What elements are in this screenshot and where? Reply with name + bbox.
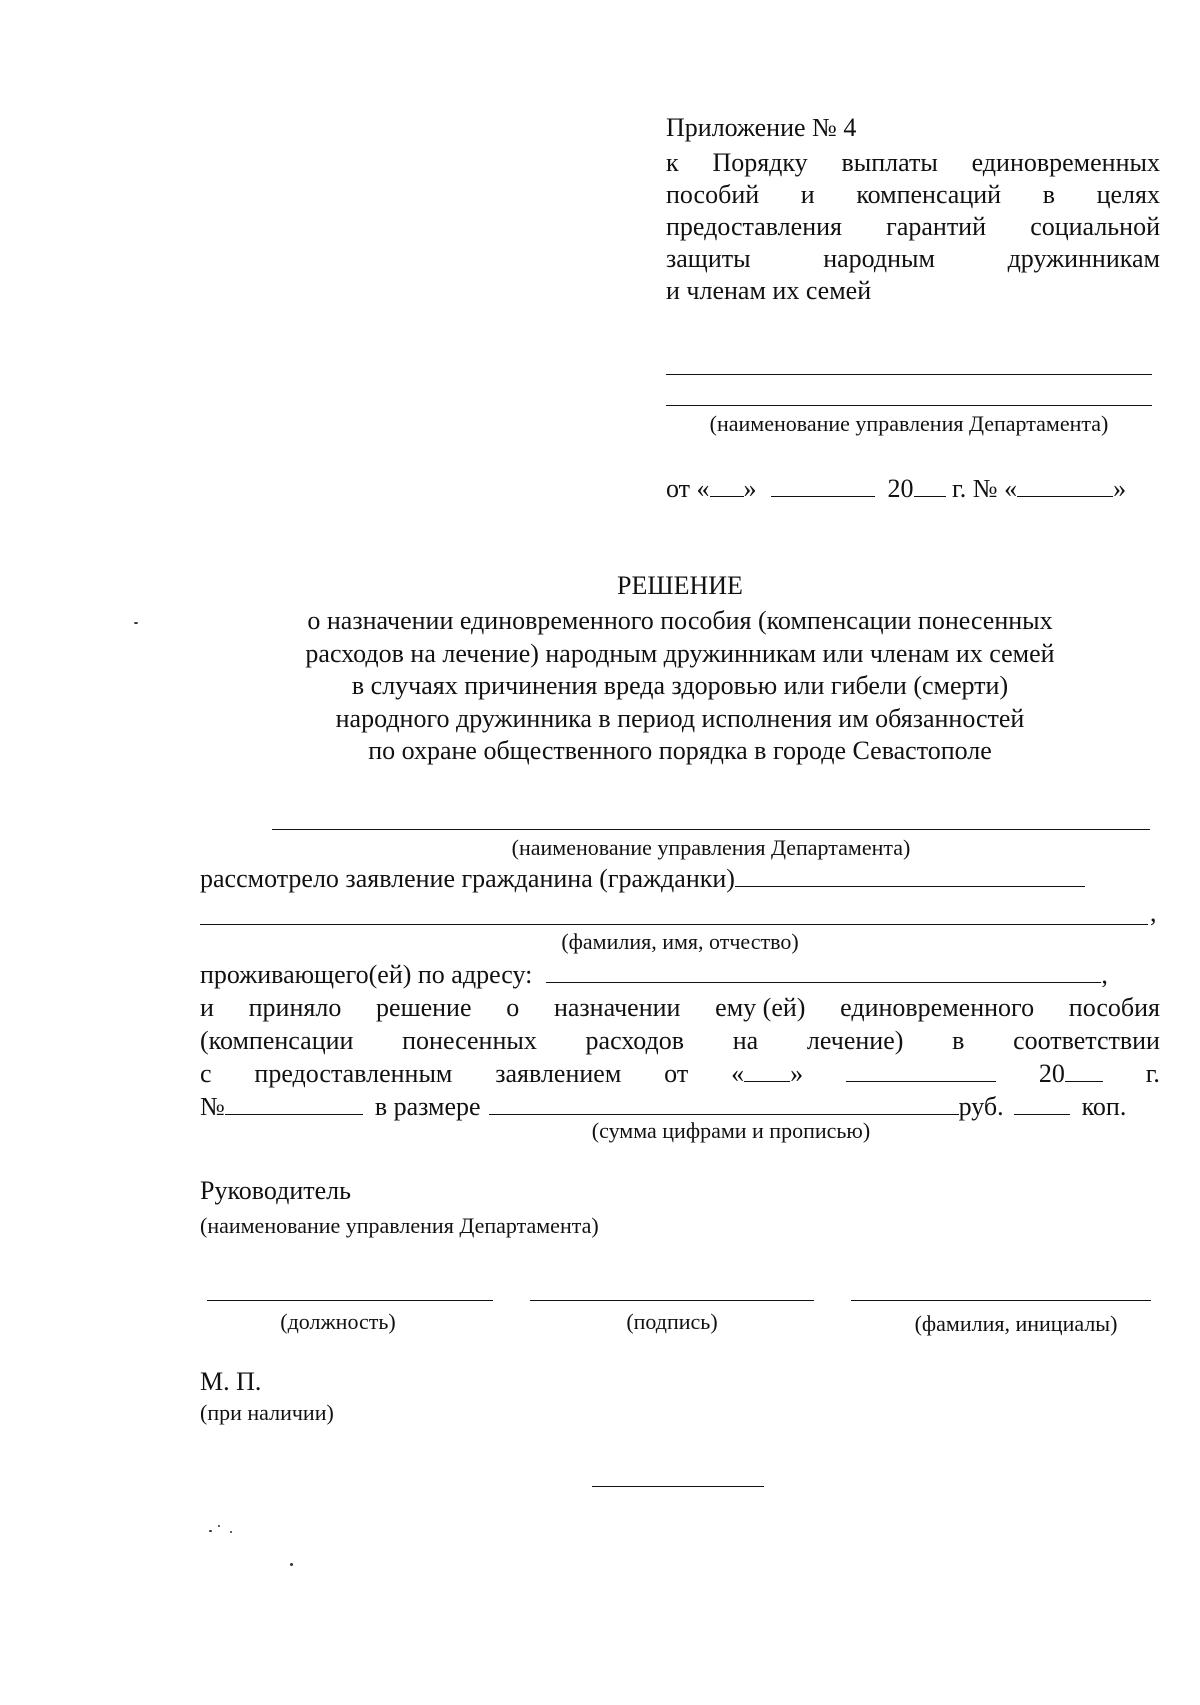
sum-caption: (сумма цифрами и прописью) bbox=[591, 1118, 871, 1143]
appendix-line-4 bbox=[666, 243, 1160, 275]
appendix-word: социальной bbox=[1030, 212, 1160, 241]
reviewed-line bbox=[200, 863, 1085, 895]
quote-close: » bbox=[790, 1059, 804, 1088]
number-field[interactable] bbox=[1017, 474, 1113, 497]
appendix-word: гарантий bbox=[886, 212, 987, 241]
scan-speck bbox=[209, 1530, 212, 1532]
department-name-field[interactable] bbox=[272, 829, 1150, 830]
decision-word: г. bbox=[1145, 1059, 1160, 1088]
month-field[interactable] bbox=[771, 474, 875, 497]
decision-word: с bbox=[200, 1059, 212, 1088]
rub-label: руб. bbox=[958, 1092, 1004, 1121]
subtitle-line: народного дружинника в период исполнения им обязанностей bbox=[335, 703, 1025, 733]
address-label: проживающего(ей) по адресу: bbox=[200, 960, 533, 989]
appendix-line-5: и членам их семей bbox=[666, 276, 872, 305]
decision-line-2 bbox=[200, 1024, 1160, 1057]
decision-paragraph bbox=[200, 991, 1160, 1123]
appendix-word: народным bbox=[823, 244, 935, 273]
appendix-word: целях bbox=[1096, 180, 1160, 209]
decision-word: единовременного bbox=[840, 993, 1035, 1022]
appendix-line-3 bbox=[666, 211, 1160, 243]
decision-word: от bbox=[664, 1059, 689, 1088]
decision-line-1 bbox=[200, 991, 1160, 1024]
appendix-word: Порядку bbox=[712, 148, 808, 177]
appendix-word: единовременных bbox=[971, 148, 1160, 177]
decision-word: назначении bbox=[553, 993, 681, 1022]
decision-word: расходов bbox=[585, 1026, 685, 1055]
scan-speck bbox=[290, 1563, 293, 1566]
amount-label: в размере bbox=[374, 1092, 481, 1121]
number-label: г. № « bbox=[952, 474, 1018, 503]
department-name-line-2[interactable] bbox=[666, 405, 1152, 406]
quote-open: « bbox=[731, 1059, 745, 1088]
scan-speck bbox=[134, 622, 138, 624]
subtitle-line: по охране общественного порядка в городе Севастополе bbox=[368, 736, 992, 765]
signature-line[interactable] bbox=[530, 1300, 814, 1301]
appendix-word: защиты bbox=[666, 244, 751, 273]
header-date-line bbox=[666, 473, 1160, 505]
decision-word: в bbox=[952, 1026, 965, 1055]
address-line bbox=[200, 959, 1108, 991]
appendix-heading: Приложение № 4 bbox=[666, 113, 857, 142]
decision-word: приняло bbox=[248, 993, 342, 1022]
year-field[interactable] bbox=[914, 474, 946, 497]
decision-subtitle bbox=[200, 605, 1160, 768]
head-caption: (наименование управления Департамента) bbox=[200, 1213, 599, 1238]
decision-word: на bbox=[732, 1026, 759, 1055]
department-name-line-1[interactable] bbox=[666, 374, 1152, 375]
decision-word: и bbox=[200, 993, 214, 1022]
subtitle-line: в случаях причинения вреда здоровью или гибели (смерти) bbox=[351, 671, 1009, 700]
decision-line-3 bbox=[200, 1057, 1160, 1090]
reviewed-label: рассмотрело заявление гражданина (гражданки) bbox=[200, 864, 735, 893]
appendix-word: к bbox=[666, 148, 679, 177]
address-field[interactable] bbox=[546, 960, 1101, 983]
decision-word: решение bbox=[376, 993, 472, 1022]
kopecks-field[interactable] bbox=[1014, 1092, 1070, 1115]
subtitle-line: расходов на лечение) народным дружинникам или членам их семей bbox=[305, 638, 1055, 668]
subtitle-line: о назначении единовременного пособия (компенсации понесенных bbox=[307, 606, 1053, 635]
decision-title: РЕШЕНИЕ bbox=[617, 571, 743, 600]
head-label: Руководитель bbox=[200, 1176, 351, 1205]
appendix-word: и bbox=[800, 180, 815, 209]
application-number-field[interactable] bbox=[225, 1092, 363, 1115]
year-prefix: 20 bbox=[887, 474, 914, 503]
scan-speck bbox=[218, 1525, 220, 1527]
day-field[interactable] bbox=[710, 474, 744, 497]
date-quote: » bbox=[743, 474, 757, 503]
full-name-caption: (фамилия, инициалы) bbox=[914, 1311, 1118, 1336]
address-comma: , bbox=[1101, 960, 1108, 989]
body-department-caption: (наименование управления Департамента) bbox=[511, 835, 911, 860]
full-name-line[interactable] bbox=[851, 1300, 1151, 1301]
department-caption: (наименование управления Департамента) bbox=[709, 411, 1109, 436]
name-caption: (фамилия, имя, отчество) bbox=[561, 929, 799, 954]
year-prefix: 20 bbox=[1038, 1059, 1065, 1088]
decision-word: понесенных bbox=[402, 1026, 537, 1055]
decision-word: соответствии bbox=[1013, 1026, 1160, 1055]
appendix-word: в bbox=[1042, 180, 1055, 209]
application-year bbox=[1039, 1057, 1103, 1090]
decision-word: предоставленным bbox=[254, 1059, 453, 1088]
appendix-word: выплаты bbox=[841, 148, 938, 177]
application-year-field[interactable] bbox=[1065, 1059, 1103, 1082]
decision-word: пособия bbox=[1068, 993, 1160, 1022]
date-from-label: от « bbox=[666, 474, 710, 503]
appendix-word: предоставления bbox=[666, 212, 842, 241]
appendix-word: пособий bbox=[666, 180, 760, 209]
application-day-field[interactable] bbox=[744, 1059, 790, 1082]
decision-word: ему (ей) bbox=[715, 993, 806, 1022]
application-day bbox=[731, 1057, 803, 1090]
decision-word: лечение) bbox=[806, 1026, 904, 1055]
applicant-name-field[interactable] bbox=[200, 924, 1148, 925]
number-sign: № bbox=[200, 1092, 225, 1121]
appendix-line-2 bbox=[666, 179, 1160, 211]
kop-label: коп. bbox=[1081, 1092, 1127, 1121]
applicant-comma: , bbox=[1150, 898, 1157, 927]
decision-word: о bbox=[506, 993, 520, 1022]
number-quote: » bbox=[1113, 474, 1127, 503]
appendix-word: дружинникам bbox=[1007, 244, 1160, 273]
position-line[interactable] bbox=[207, 1300, 493, 1301]
decision-word: (компенсации bbox=[200, 1026, 354, 1055]
end-separator bbox=[592, 1486, 764, 1487]
stamp-note: (при наличии) bbox=[200, 1400, 334, 1425]
applicant-field[interactable] bbox=[735, 864, 1085, 887]
signature-caption: (подпись) bbox=[626, 1309, 718, 1334]
appendix-word: компенсаций bbox=[856, 180, 1002, 209]
position-caption: (должность) bbox=[280, 1309, 396, 1334]
decision-word: заявлением bbox=[495, 1059, 622, 1088]
application-month-field[interactable] bbox=[846, 1059, 996, 1082]
stamp-label: М. П. bbox=[200, 1367, 262, 1396]
scan-speck bbox=[230, 1531, 232, 1533]
amount-field[interactable] bbox=[489, 1092, 959, 1115]
appendix-text bbox=[666, 147, 1160, 307]
appendix-line-1 bbox=[666, 147, 1160, 179]
